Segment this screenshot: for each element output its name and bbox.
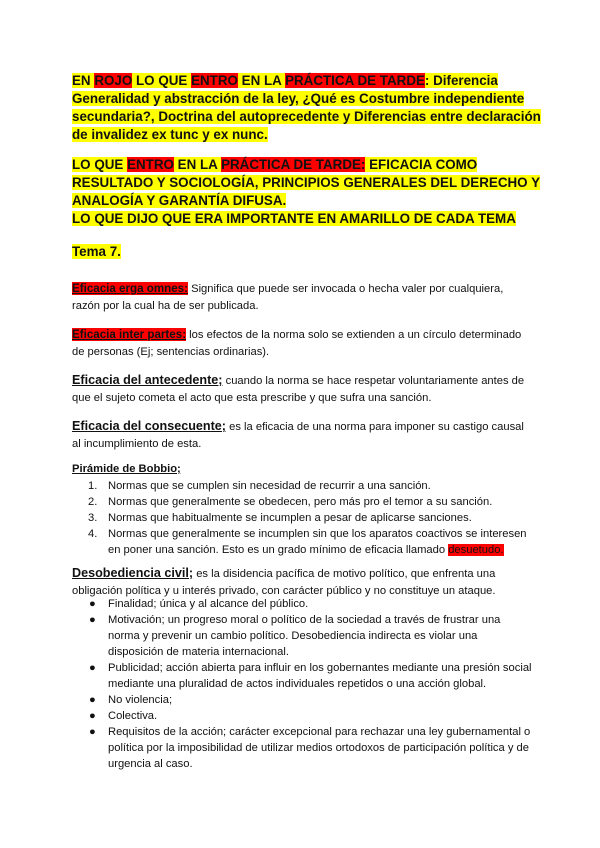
list-number: 4.: [88, 528, 98, 540]
list-number: 2.: [88, 496, 98, 508]
intro1-part: LO QUE: [132, 73, 192, 88]
intro2-part: EFICACIA COMO RESULTADO Y SOCIOLOGÍA, PRINCIPIOS GENERALES DEL DERECHO Y ANALOGÍA Y GARANTÍA DIFUSA.: [72, 157, 540, 208]
intro2-red-practica: PRÁCTICA DE TARDE:: [221, 157, 366, 172]
intro1-part: EN LA: [237, 73, 286, 88]
list-item: [72, 692, 532, 708]
list-item: [72, 660, 532, 692]
inter-partes-paragraph: [72, 326, 532, 361]
list-item-text: Normas que generalmente se obedecen, pero más pro el temor a su sanción.: [108, 496, 493, 508]
consecuente-paragraph: [72, 418, 532, 453]
list-item-text: Normas que habitualmente se incumplen a pesar de aplicarse sanciones.: [108, 512, 472, 524]
antecedente-paragraph: [72, 372, 532, 407]
list-item: [72, 596, 532, 612]
list-item: [72, 478, 532, 494]
list-item-text: Normas que se cumplen sin necesidad de recurrir a una sanción.: [108, 480, 431, 492]
erga-omnes-paragraph: [72, 280, 532, 315]
list-number: 3.: [88, 512, 98, 524]
intro2-red-entro: ENTRO: [127, 157, 174, 172]
desobediencia-paragraph: [72, 565, 532, 600]
list-item-text: Finalidad; única y al alcance del público.: [108, 598, 309, 610]
list-item: [72, 510, 532, 526]
desuetudo-highlight: desuetudo.: [448, 544, 504, 556]
section-title: [72, 244, 121, 259]
bullet-icon: ●: [89, 694, 96, 706]
list-item-text: No violencia;: [108, 694, 173, 706]
desobediencia-heading: Desobediencia civil;: [72, 566, 194, 580]
bullet-icon: ●: [89, 614, 96, 626]
intro1-part: : Diferencia Generalidad y abstracción de la ley, ¿Qué es Costumbre independiente secundaria?, Doctrina del autoprecedente y Diferencias entre declaración de invalidez ex tunc y ex nunc.: [72, 73, 541, 142]
intro1-part: EN: [72, 73, 95, 88]
list-item-text: Publicidad; acción abierta para influir en los gobernantes mediante una presión social mediante una pluralidad de actos individuales repetidos o una acción global.: [108, 662, 532, 690]
list-item: [72, 494, 532, 510]
list-item: [72, 708, 532, 724]
intro1-red-entro: ENTRO: [191, 73, 238, 88]
intro2-important-note: LO QUE DIJO QUE ERA IMPORTANTE EN AMARILLO DE CADA TEMA: [72, 211, 516, 226]
antecedente-text: cuando la norma se hace respetar voluntariamente antes de que el sujeto cometa el acto que esta prescribe y que sufra una sanción.: [72, 375, 525, 404]
list-item: [72, 612, 532, 660]
intro2-part: EN LA: [173, 157, 222, 172]
consecuente-text: es la eficacia de una norma para imponer su castigo causal al incumplimiento de esta.: [72, 421, 524, 450]
piramide-heading: Pirámide de Bobbio;: [72, 463, 181, 475]
inter-partes-text: los efectos de la norma solo se extienden a un círculo determinado de personas (Ej; sentencias ordinarias).: [72, 329, 522, 358]
intro-paragraph-2: [72, 156, 542, 228]
tema-heading: Tema 7.: [72, 244, 121, 259]
list-item: [72, 724, 532, 772]
piramide-list: [72, 478, 532, 558]
desobediencia-list: [72, 596, 532, 772]
list-item: [72, 526, 532, 558]
erga-omnes-heading: Eficacia erga omnes:: [72, 282, 188, 295]
intro-paragraph-1: [72, 72, 542, 144]
bullet-icon: ●: [89, 662, 96, 674]
erga-omnes-text: Significa que puede ser invocada o hecha valer por cualquiera, razón por la cual ha de ser publicada.: [72, 283, 504, 312]
intro1-red-practica: PRÁCTICA DE TARDE: [285, 73, 425, 88]
list-number: 1.: [88, 480, 98, 492]
list-item-text: Requisitos de la acción; carácter excepcional para rechazar una ley gubernamental o política por la imposibilidad de utilizar medios ortodoxos de participación política y de urgencia al caso.: [108, 726, 531, 770]
list-item-text: Motivación; un progreso moral o político de la sociedad a través de frustrar una norma y prevenir un cambio político. Desobediencia indirecta es violar una disposición de materia internacional.: [108, 614, 501, 658]
intro1-red-rojo: ROJO: [94, 73, 133, 88]
inter-partes-heading: Eficacia inter partes:: [72, 328, 187, 341]
bullet-icon: ●: [89, 710, 96, 722]
piramide-heading-line: [72, 461, 532, 478]
desobediencia-text: es la disidencia pacífica de motivo político, que enfrenta una obligación política y u interés privado, con carácter público y no constituye un ataque.: [72, 568, 496, 597]
list-item-text: Colectiva.: [108, 710, 158, 722]
antecedente-heading: Eficacia del antecedente;: [72, 373, 223, 387]
intro2-part: LO QUE: [72, 157, 128, 172]
consecuente-heading: Eficacia del consecuente;: [72, 419, 226, 433]
bullet-icon: ●: [89, 598, 96, 610]
bullet-icon: ●: [89, 726, 96, 738]
list-item-text: Normas que generalmente se incumplen sin que los aparatos coactivos se interesen en poner una sanción. Esto es un grado mínimo de eficacia llamado: [108, 528, 527, 556]
